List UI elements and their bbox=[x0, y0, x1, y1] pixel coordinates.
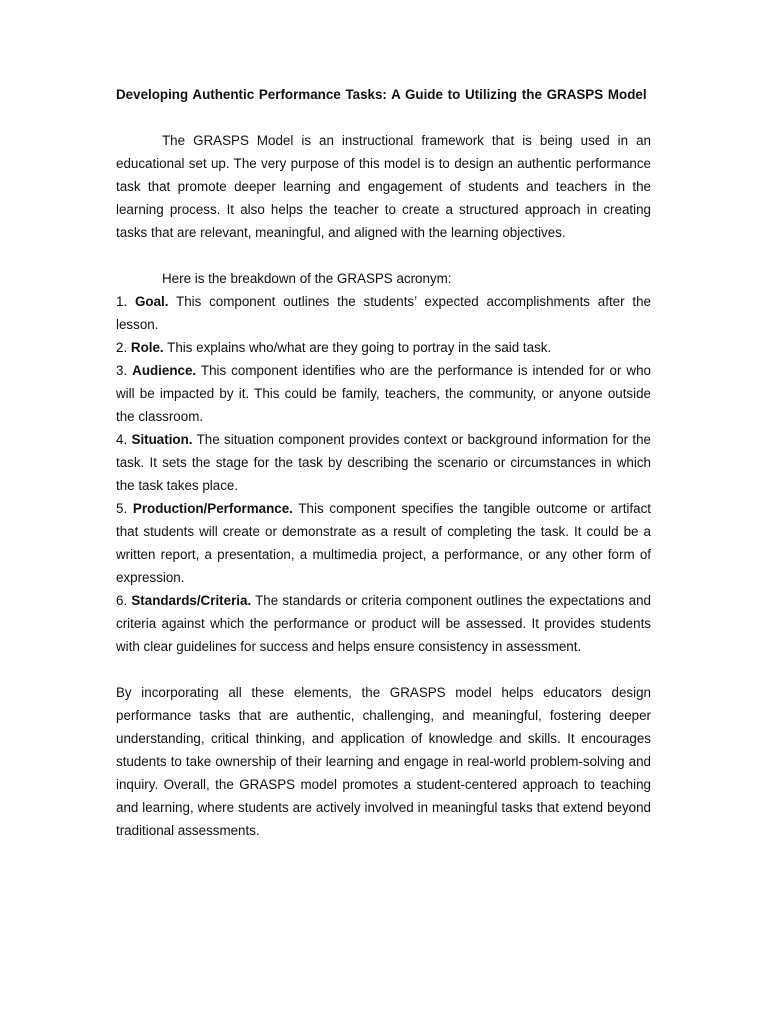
list-item-standards bbox=[116, 589, 651, 658]
item-number: 3. bbox=[116, 363, 128, 378]
item-text: The situation component provides context or background information for the task. It sets the stage for the task by describing the scenario or circumstances in which the task takes place. bbox=[116, 432, 651, 493]
item-text: This component specifies the tangible outcome or artifact that students will create or demonstrate as a result of completing the task. It could be a written report, a presentation, a multimedia project, a performance, or any other form of expression. bbox=[116, 501, 651, 585]
list-item-situation bbox=[116, 428, 651, 497]
spacer bbox=[116, 244, 651, 267]
list-item-audience bbox=[116, 359, 651, 428]
item-term: Audience. bbox=[132, 363, 197, 378]
item-text: This explains who/what are they going to portray in the said task. bbox=[167, 340, 552, 355]
conclusion-paragraph: By incorporating all these elements, the GRASPS model helps educators design performance tasks that are authentic, challenging, and meaningful, fostering deeper understanding, critical thinking, and application of knowledge and skills. It encourages students to take ownership of their learning and engage in real-world problem-solving and inquiry. Overall, the GRASPS model promotes a student-centered approach to teaching and learning, where students are actively involved in meaningful tasks that extend beyond traditional assessments. bbox=[116, 685, 651, 838]
document-page bbox=[116, 83, 651, 842]
item-text: This component identifies who are the performance is intended for or who will be impacted by it. This could be family, teachers, the community, or anyone outside the classroom. bbox=[116, 363, 651, 424]
item-number: 4. bbox=[116, 432, 128, 447]
list-item-goal bbox=[116, 290, 651, 336]
grasps-list bbox=[116, 290, 651, 658]
item-term: Role. bbox=[130, 340, 164, 355]
item-term: Goal. bbox=[134, 294, 169, 309]
spacer bbox=[116, 106, 651, 129]
item-number: 1. bbox=[116, 294, 128, 309]
breakdown-intro: Here is the breakdown of the GRASPS acronym: bbox=[162, 271, 452, 286]
item-term: Situation. bbox=[131, 432, 193, 447]
item-term: Standards/Criteria. bbox=[131, 593, 252, 608]
item-term: Production/Performance. bbox=[132, 501, 293, 516]
item-number: 5. bbox=[116, 501, 128, 516]
intro-paragraph: The GRASPS Model is an instructional framework that is being used in an educational set up. The very purpose of this model is to design an authentic performance task that promote deeper learning and engagement of students and teachers in the learning process. It also helps the teacher to create a structured approach in creating tasks that are relevant, meaningful, and aligned with the learning objectives. bbox=[116, 133, 651, 240]
item-number: 2. bbox=[116, 340, 128, 355]
list-item-production bbox=[116, 497, 651, 589]
item-number: 6. bbox=[116, 593, 128, 608]
spacer bbox=[116, 658, 651, 681]
item-text: The standards or criteria component outlines the expectations and criteria against which the performance or product will be assessed. It provides students with clear guidelines for success and helps ensure consistency in assessment. bbox=[116, 593, 651, 654]
list-item-role bbox=[116, 336, 651, 359]
document-title: Developing Authentic Performance Tasks: A Guide to Utilizing the GRASPS Model bbox=[116, 87, 647, 102]
item-text: This component outlines the students’ expected accomplishments after the lesson. bbox=[116, 294, 651, 332]
